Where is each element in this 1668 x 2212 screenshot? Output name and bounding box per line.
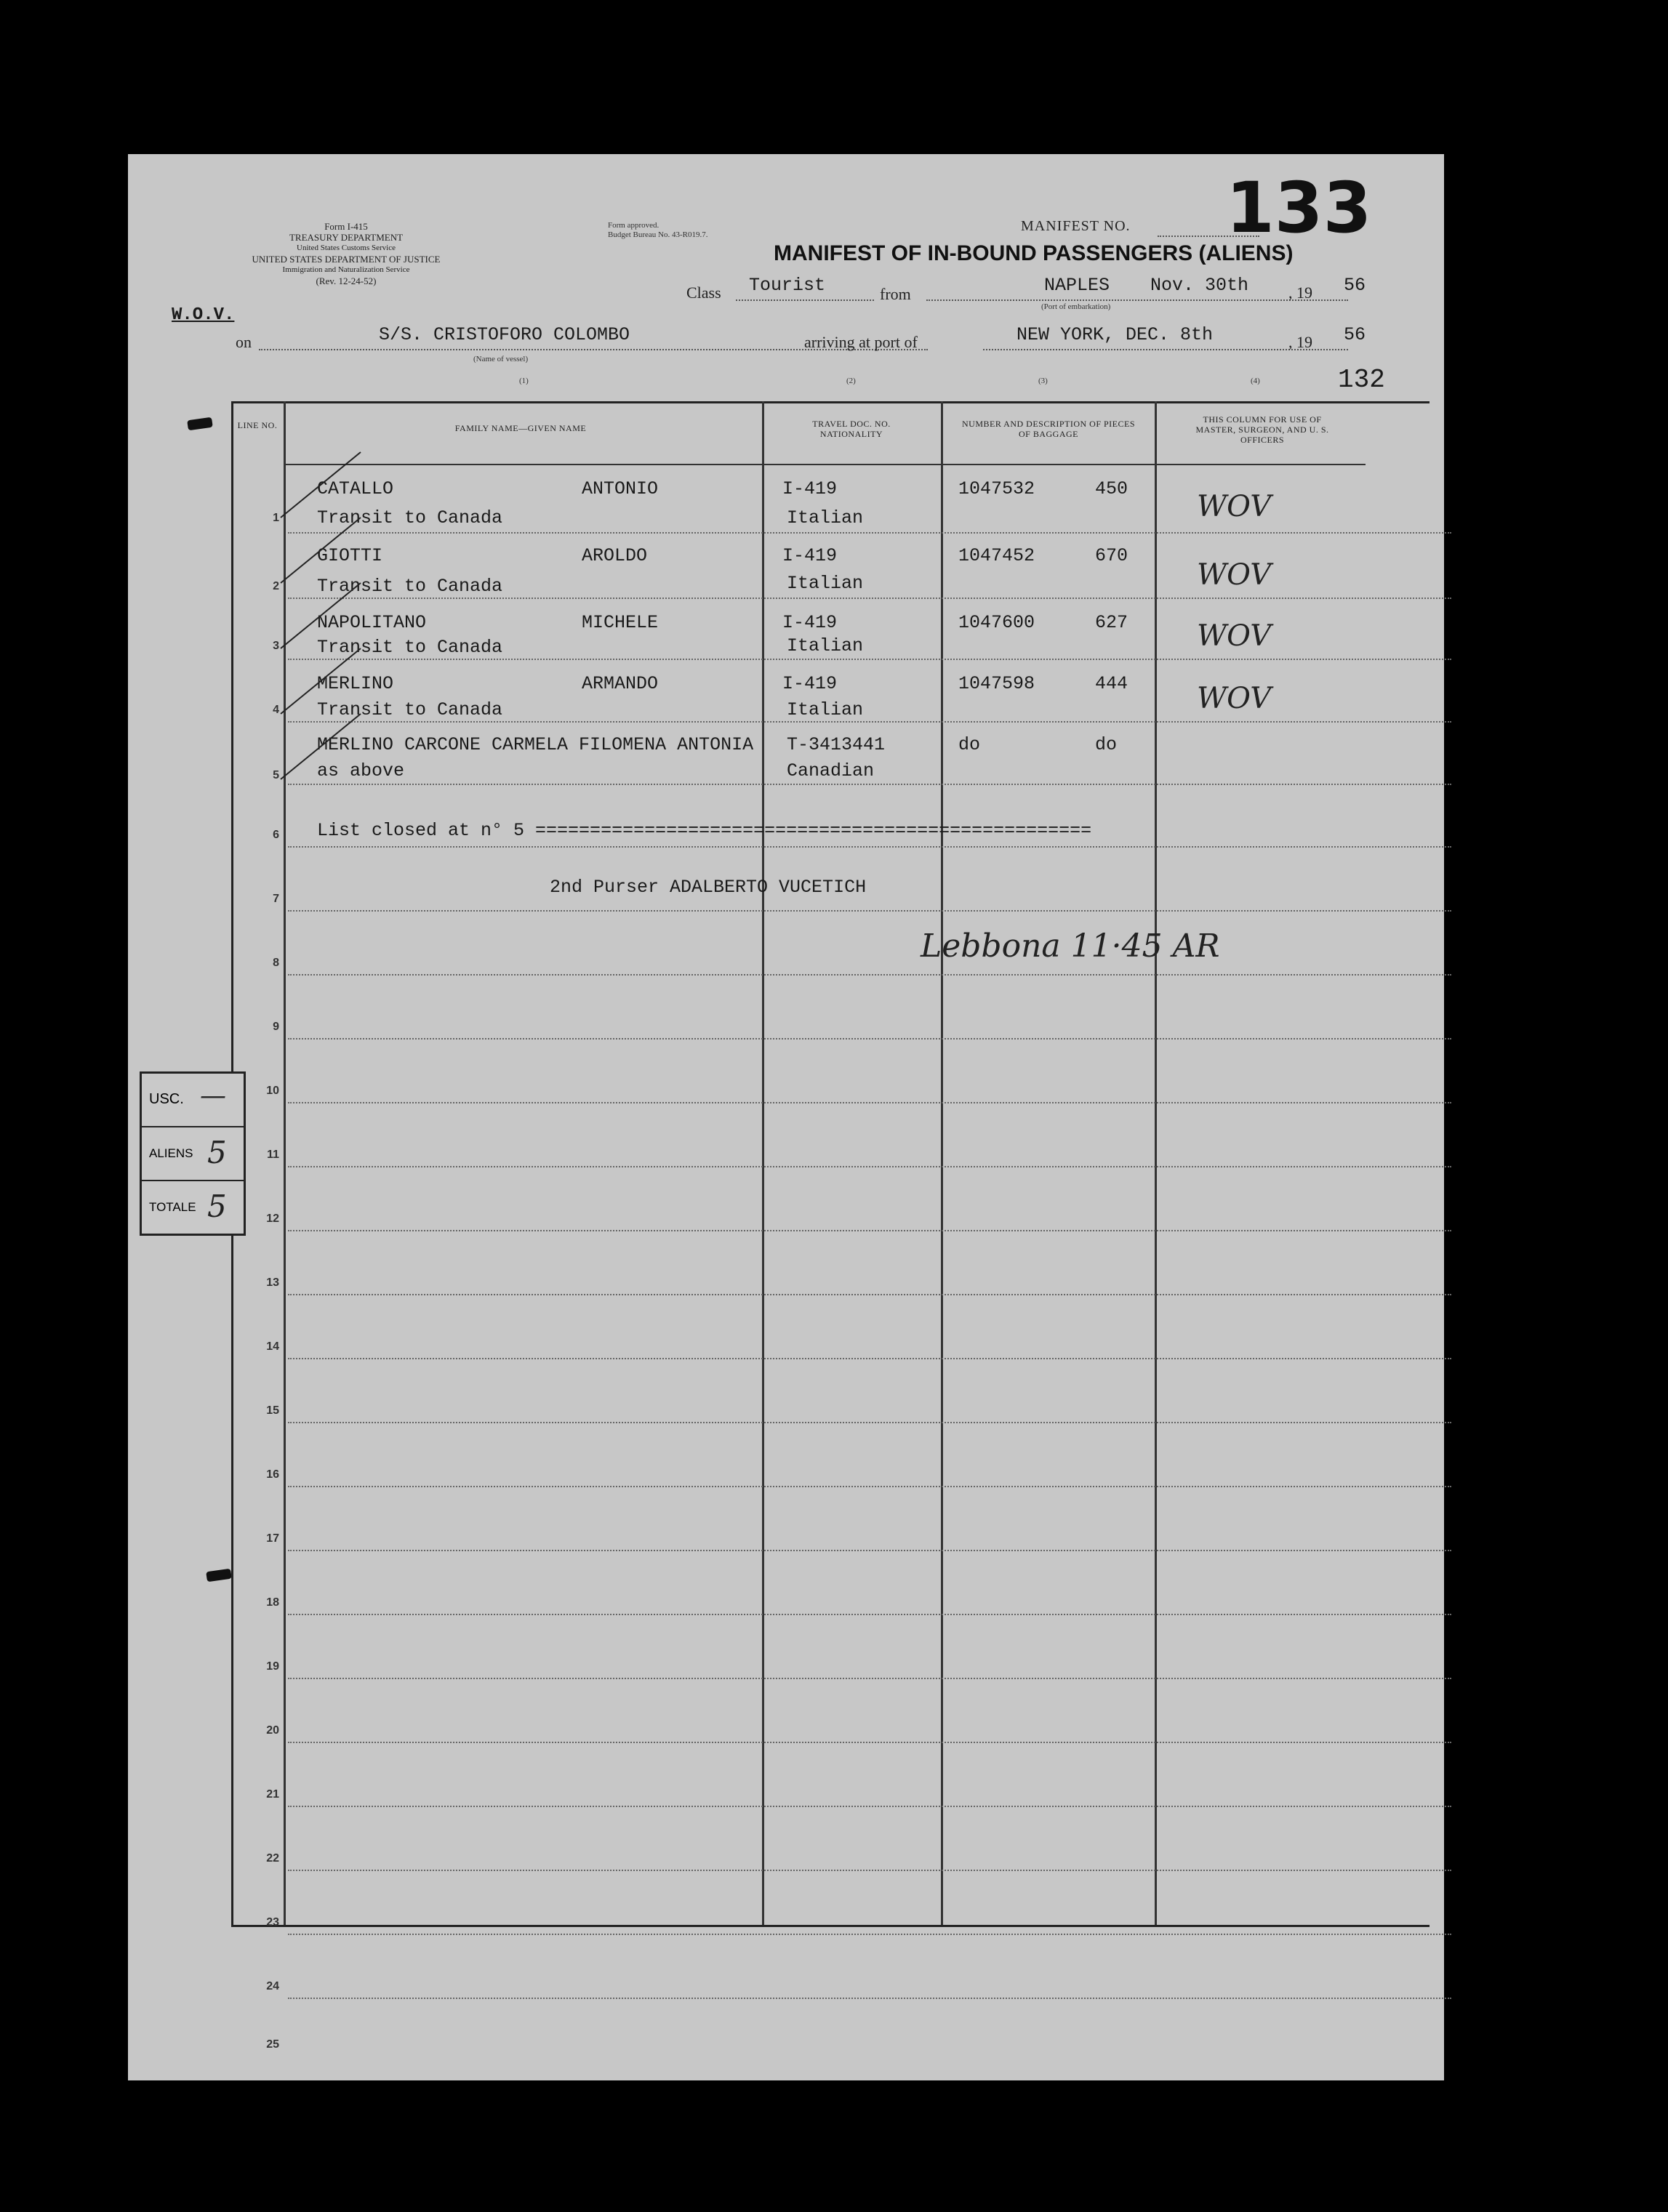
manifest-number: 133 xyxy=(1226,167,1372,249)
stamp-totale-label: TOTALE xyxy=(149,1200,196,1214)
stamp-row-usc xyxy=(142,1074,244,1127)
check-strokes xyxy=(273,438,375,946)
vessel-name: S/S. CRISTOFORO COLOMBO xyxy=(379,324,630,345)
nationality: Canadian xyxy=(787,760,875,781)
officer-signature: Lebbona 11·45 AR xyxy=(921,928,1220,965)
year-prefix-1: , 19 xyxy=(1288,283,1312,302)
revision-date: (Rev. 12-24-52) xyxy=(316,276,377,286)
form-approved: Form approved. xyxy=(608,221,659,230)
travel-doc: I-419 xyxy=(782,478,838,499)
form-number: Form I-415 xyxy=(324,221,368,232)
travel-doc: T-3413441 xyxy=(787,734,886,755)
baggage-desc: 450 xyxy=(1095,478,1128,499)
given-name: AROLDO xyxy=(582,545,648,566)
form-block xyxy=(237,221,455,286)
remark: Transit to Canada xyxy=(317,637,503,658)
treasury-dept: TREASURY DEPARTMENT xyxy=(289,232,404,243)
baggage-number: 1047600 xyxy=(958,612,1035,633)
nationality: Italian xyxy=(787,699,864,720)
nationality: Italian xyxy=(787,635,864,656)
family-name: GIOTTI xyxy=(317,545,383,566)
arrival-port: NEW YORK, DEC. 8th xyxy=(1017,324,1214,345)
wov-marking: W.O.V. xyxy=(172,305,235,325)
col-head-line: LINE NO. xyxy=(237,420,278,430)
remark: Transit to Canada xyxy=(317,576,503,597)
officer-mark: WOV xyxy=(1197,490,1272,523)
stamp-usc-value: — xyxy=(200,1081,226,1111)
from-label: from xyxy=(880,285,911,303)
given-name: ARMANDO xyxy=(582,673,659,694)
line-number: 18 xyxy=(266,1596,279,1609)
remark: Transit to Canada xyxy=(317,507,503,528)
travel-doc: I-419 xyxy=(782,612,838,633)
embark-port: NAPLES xyxy=(1044,275,1110,296)
officer-mark: WOV xyxy=(1197,682,1272,715)
col-num-2: (2) xyxy=(846,377,856,385)
form-approved-block xyxy=(608,221,707,240)
nationality: Italian xyxy=(787,573,864,594)
line-number: 4 xyxy=(273,704,279,716)
given-name: MICHELE xyxy=(582,612,659,633)
line-number: 2 xyxy=(273,580,279,592)
line-number: 14 xyxy=(266,1340,279,1353)
family-name: CATALLO xyxy=(317,478,394,499)
travel-doc: I-419 xyxy=(782,545,838,566)
baggage-number: 1047532 xyxy=(958,478,1035,499)
col-head-doc: TRAVEL DOC. NO. NATIONALITY xyxy=(812,419,891,439)
line-number: 22 xyxy=(266,1852,279,1865)
line-number: 1 xyxy=(273,512,279,524)
manifest-sheet xyxy=(128,154,1444,2080)
line-number: 13 xyxy=(266,1276,279,1289)
remark: Transit to Canada xyxy=(317,699,503,720)
stamp-row-aliens xyxy=(142,1127,244,1181)
list-closed-note: List closed at n° 5 =================================================== xyxy=(317,820,1092,841)
line-number: 23 xyxy=(266,1916,279,1929)
line-number: 8 xyxy=(273,957,279,969)
baggage-desc: 670 xyxy=(1095,545,1128,566)
col-num-4: (4) xyxy=(1251,377,1260,385)
purser-name: 2nd Purser ADALBERTO VUCETICH xyxy=(550,877,867,898)
line-number: 17 xyxy=(266,1532,279,1545)
line-number: 11 xyxy=(267,1149,279,1161)
baggage-number: 1047598 xyxy=(958,673,1035,694)
line-number: 16 xyxy=(266,1468,279,1481)
officer-mark: WOV xyxy=(1197,619,1272,653)
line-number: 21 xyxy=(266,1788,279,1801)
col-num-3: (3) xyxy=(1038,377,1048,385)
line-number: 3 xyxy=(273,640,279,652)
line-number: 10 xyxy=(266,1085,279,1097)
budget-bureau: Budget Bureau No. 43-R019.7. xyxy=(608,230,708,239)
stamp-row-totale xyxy=(142,1181,244,1234)
family-name: MERLINO xyxy=(317,673,394,694)
justice-dept: UNITED STATES DEPARTMENT OF JUSTICE xyxy=(252,254,441,265)
manifest-label: MANIFEST NO. xyxy=(1021,218,1131,234)
col-head-baggage: NUMBER AND DESCRIPTION OF PIECES OF BAGGAGE xyxy=(961,419,1136,439)
scan-mark xyxy=(206,1569,232,1582)
baggage-desc: 444 xyxy=(1095,673,1128,694)
nationality: Italian xyxy=(787,507,864,528)
line-number: 25 xyxy=(266,2038,279,2051)
arrival-year: 56 xyxy=(1344,324,1366,345)
customs-service: United States Customs Service xyxy=(297,244,396,252)
baggage-number: do xyxy=(958,734,981,755)
line-number: 6 xyxy=(273,829,279,841)
ins-service: Immigration and Naturalization Service xyxy=(282,265,410,274)
year-prefix-2: , 19 xyxy=(1288,333,1312,351)
baggage-desc: do xyxy=(1095,734,1118,755)
port-caption: (Port of embarkation) xyxy=(1041,302,1111,311)
count-stamp xyxy=(140,1071,246,1236)
baggage-desc: 627 xyxy=(1095,612,1128,633)
given-name: ANTONIO xyxy=(582,478,659,499)
line-number: 24 xyxy=(266,1980,279,1992)
col-head-officers: THIS COLUMN FOR USE OF MASTER, SURGEON, AND U. S. OFFICERS xyxy=(1195,414,1329,445)
embark-year: 56 xyxy=(1344,275,1366,296)
embark-date: Nov. 30th xyxy=(1150,275,1249,296)
line-number: 19 xyxy=(266,1660,279,1673)
scan-mark xyxy=(187,417,213,431)
officer-mark: WOV xyxy=(1197,558,1272,592)
line-number: 5 xyxy=(273,769,279,781)
travel-doc: I-419 xyxy=(782,673,838,694)
line-number: 15 xyxy=(266,1404,279,1417)
col-head-name: FAMILY NAME—GIVEN NAME xyxy=(454,423,587,433)
col-num-1: (1) xyxy=(519,377,529,385)
on-label: on xyxy=(236,333,252,351)
family-name: NAPOLITANO xyxy=(317,612,427,633)
vessel-caption: (Name of vessel) xyxy=(473,355,529,363)
remark: as above xyxy=(317,760,405,781)
page-number: 132 xyxy=(1338,365,1385,395)
stamp-aliens-label: ALIENS xyxy=(149,1146,193,1160)
line-number: 12 xyxy=(266,1212,279,1225)
line-number: 20 xyxy=(266,1724,279,1737)
stamp-aliens-value: 5 xyxy=(207,1135,227,1170)
family-name: MERLINO CARCONE CARMELA FILOMENA ANTONIA xyxy=(317,734,754,755)
class-label: Class xyxy=(686,283,721,302)
arriving-label: arriving at port of xyxy=(804,333,918,351)
baggage-number: 1047452 xyxy=(958,545,1035,566)
stamp-usc-label: USC. xyxy=(149,1091,184,1107)
line-number: 7 xyxy=(273,893,279,905)
stamp-totale-value: 5 xyxy=(207,1189,227,1224)
line-number: 9 xyxy=(273,1021,279,1033)
class-value: Tourist xyxy=(749,275,826,296)
manifest-title: MANIFEST OF IN-BOUND PASSENGERS (ALIENS) xyxy=(774,241,1294,265)
